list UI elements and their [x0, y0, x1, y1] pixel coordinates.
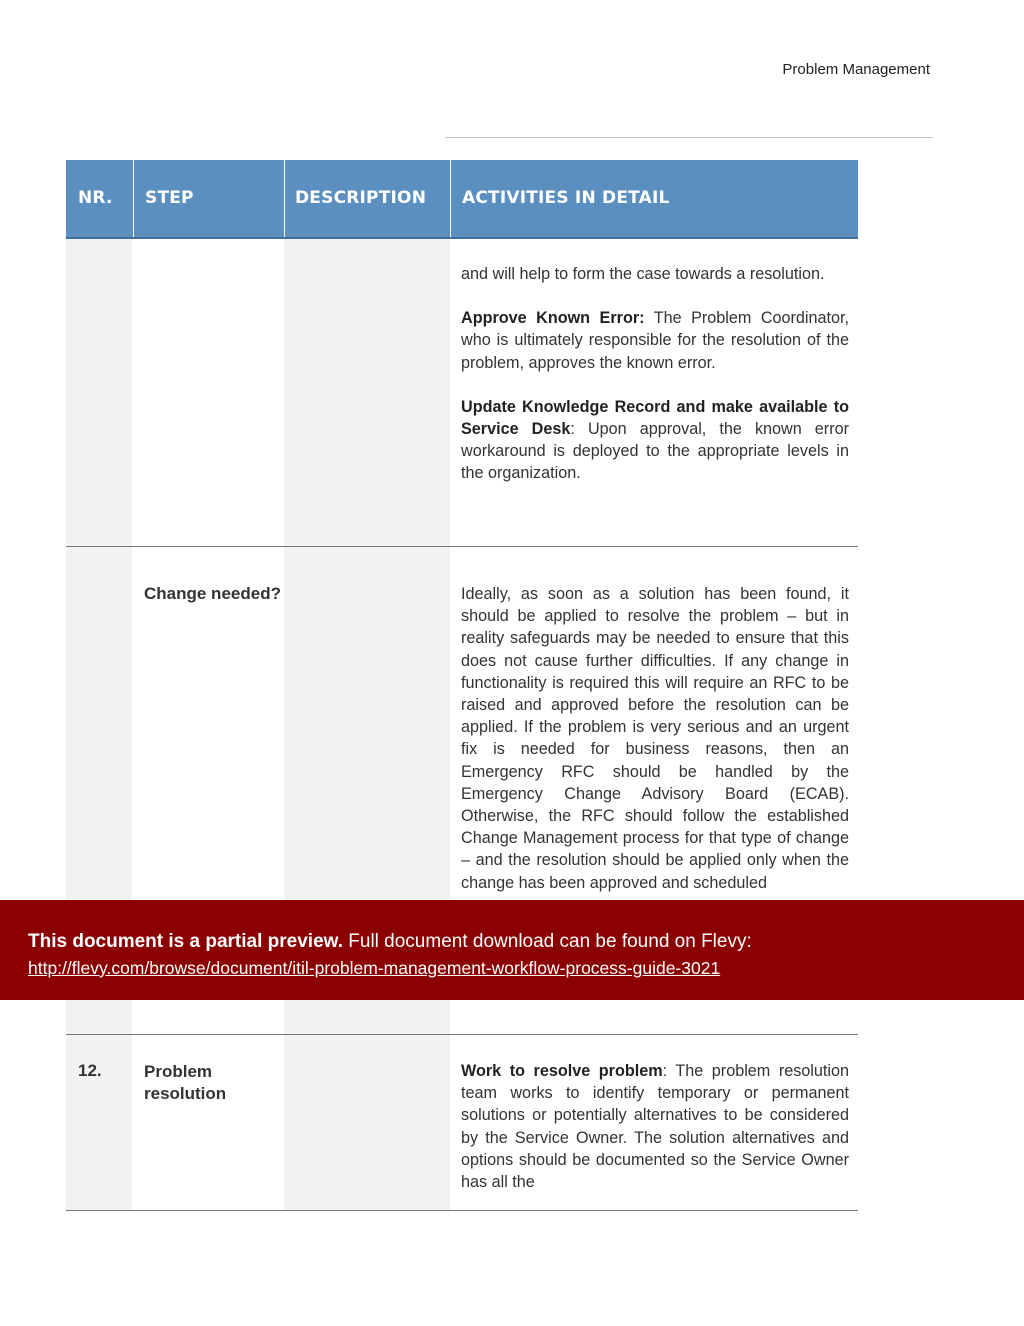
activity-heading: Work to resolve problem [461, 1062, 663, 1080]
step-label: Problem resolution [144, 1062, 227, 1103]
banner-bold-text: This document is a partial preview. [28, 931, 343, 952]
header-rule [445, 137, 933, 138]
table-row [66, 239, 858, 546]
column-header-nr: NR. [78, 188, 113, 208]
column-header-step: STEP [133, 160, 194, 237]
step-number: 12. [78, 1061, 102, 1080]
column-header-activities: ACTIVITIES IN DETAIL [450, 160, 670, 237]
activity-paragraph: Ideally, as soon as a solution has been found, it should be applied to resolve the problem – but in reality safeguards may be needed to ensure that this does not cause further difficulties. If any change in functionality is required this will require an RFC to be raised and approved before the resolution can be applied. If the problem is very serious and an urgent fix is needed for business reasons, then an Emergency RFC should be handled by the Emergency Change Advisory Board (ECAB). Otherwise, the RFC should follow the established Change Management process for that type of change – and the resolution should be applied only when the change has been approved and scheduled [461, 585, 849, 892]
activities-cell [461, 263, 849, 507]
activities-cell [461, 1060, 849, 1215]
banner-text: Full document download can be found on Flevy: [343, 931, 752, 952]
activity-heading: Approve Known Error: [461, 309, 645, 328]
page-header-title: Problem Management [782, 61, 930, 78]
activities-cell [461, 583, 849, 916]
table-header [66, 160, 858, 239]
activity-heading: Update Knowledge Record and make available to Service Desk [461, 397, 849, 439]
table-row [66, 1035, 858, 1210]
column-header-description: DESCRIPTION [284, 160, 426, 237]
row-divider [66, 1210, 858, 1211]
banner-message [28, 931, 752, 953]
activity-paragraph: and will help to form the case towards a resolution. [461, 265, 825, 283]
preview-banner [0, 900, 1024, 1000]
download-link[interactable]: http://flevy.com/browse/document/itil-problem-management-workflow-process-guide-3021 [28, 958, 721, 978]
activity-paragraph: Update Knowledge Record and make available to Service Desk: Upon approval, the known error workaround is deployed to the appropriate levels in the organization. [461, 397, 849, 483]
activity-paragraph: Work to resolve problem: The problem resolution team works to identify temporary or permanent solutions or potentially alternatives to be considered by the Service Owner. The solution alternatives and options should be documented so the Service Owner has all the [461, 1062, 850, 1192]
activity-paragraph: Approve Known Error: The Problem Coordinator, who is ultimately responsible for the resolution of the problem, approves the known error. [461, 309, 850, 372]
step-label: Change needed? [144, 584, 281, 603]
